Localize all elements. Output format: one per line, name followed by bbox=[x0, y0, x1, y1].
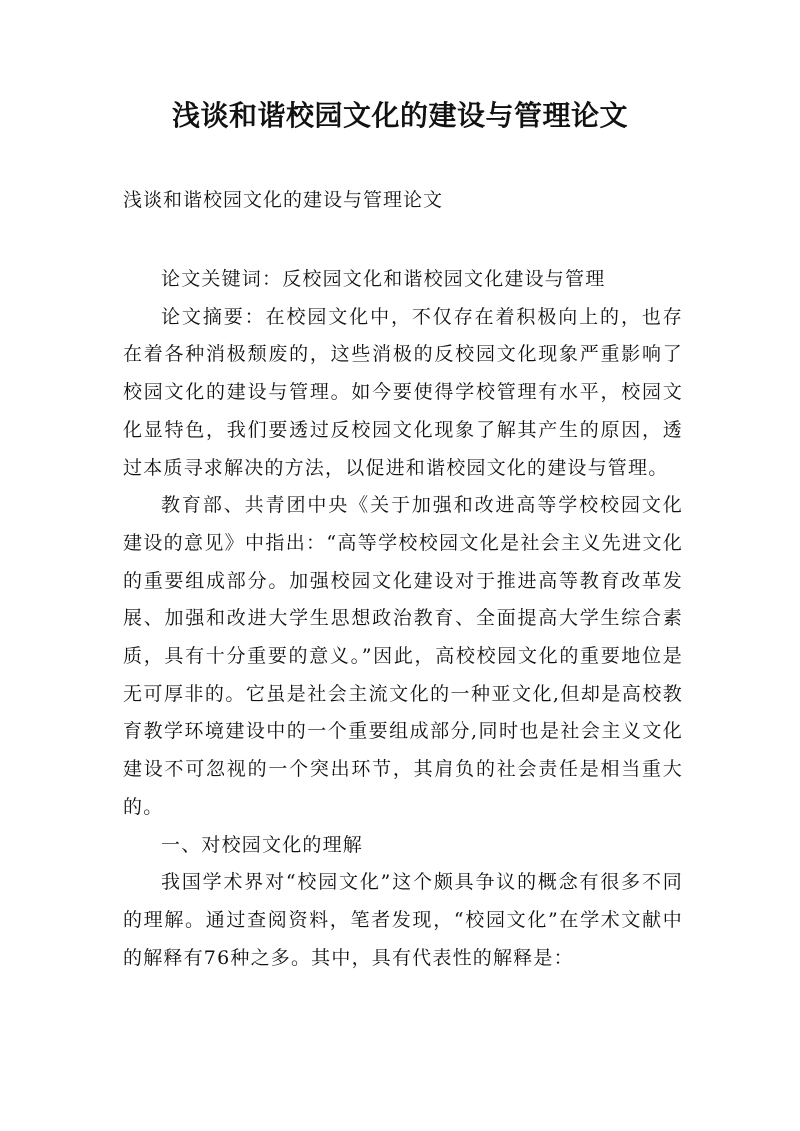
document-title: 浅谈和谐校园文化的建设与管理论文 bbox=[171, 99, 628, 132]
body-paragraph: 教育部、共青团中央《关于加强和改进高等学校校园文化建设的意见》中指出：“高等学校校园文化是社会主义先进文化的重要组成部分。加强校园文化建设对于推进高等教育改革发展、加强和改进大学生思想政治教育、全面提高大学生综合素质，具有十分重要的意义。”因此，高校校园文化的重要地位是无可厚非的。它虽是社会主流文化的一种亚文化,但却是高校教育教学环境建设中的一个重要组成部分,同时也是社会主义文化建设不可忽视的一个突出环节，其肩负的社会责任是相当重大的。 bbox=[123, 494, 683, 818]
body-paragraph: 我国学术界对“校园文化”这个颇具争议的概念有很多不同的理解。通过查阅资料，笔者发现，“校园文化”在学术文献中的解释有76种之多。其中，具有代表性的解释是： bbox=[123, 871, 683, 969]
document-subtitle: 浅谈和谐校园文化的建设与管理论文 bbox=[123, 189, 444, 211]
section-heading: 一、对校园文化的理解 bbox=[161, 833, 364, 856]
abstract-paragraph: 论文摘要：在校园文化中，不仅存在着积极向上的，也存在着各种消极颓废的，这些消极的反校园文化现象严重影响了校园文化的建设与管理。如今要使得学校管理有水平，校园文化显特色，我们要透过反校园文化现象了解其产生的原因，透过本质寻求解决的方法，以促进和谐校园文化的建设与管理。 bbox=[123, 305, 683, 479]
document-body bbox=[123, 261, 683, 977]
keywords-paragraph: 论文关键词：反校园文化和谐校园文化建设与管理 bbox=[161, 268, 606, 290]
